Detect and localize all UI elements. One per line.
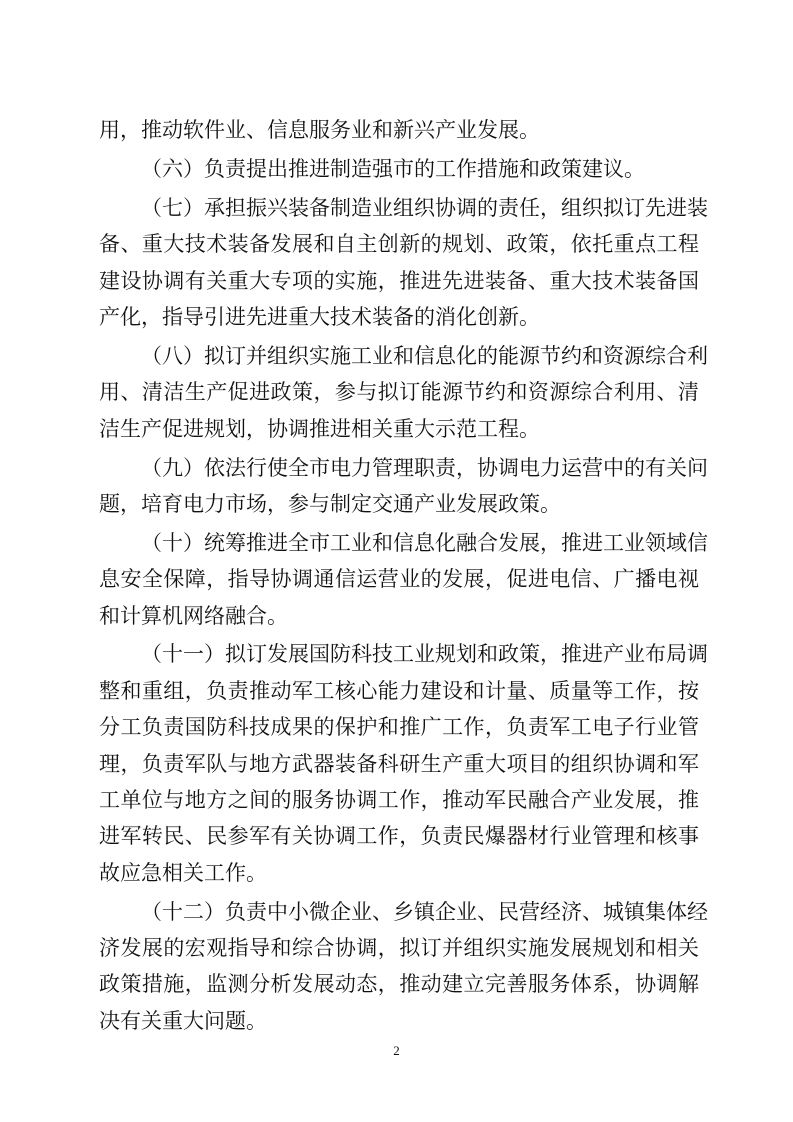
text-line: 进军转民、民参军有关协调工作，负责民爆器材行业管理和核事: [99, 824, 699, 849]
text-line: 整和重组，负责推动军工核心能力建设和计量、质量等工作，按: [99, 678, 699, 703]
text-line: （十一）拟订发展国防科技工业规划和政策，推进产业布局调: [141, 642, 708, 667]
paragraph: [99, 894, 708, 1040]
text-line: （九）依法行使全市电力管理职责，协调电力运营中的有关问: [141, 455, 708, 480]
text-line: 故应急相关工作。: [99, 860, 267, 885]
paragraph: [99, 112, 699, 148]
text-line: 济发展的宏观指导和综合协调，拟订并组织实施发展规划和相关: [99, 936, 699, 961]
text-line: 用，推动软件业、信息服务业和新兴产业发展。: [99, 118, 540, 142]
text-line: 产化，指导引进先进重大技术装备的消化创新。: [99, 304, 540, 329]
text-line: 建设协调有关重大专项的实施，推进先进装备、重大技术装备国: [99, 268, 699, 293]
paragraph: [99, 338, 708, 447]
text-line: （八）拟订并组织实施工业和信息化的能源节约和资源综合利: [141, 343, 708, 368]
text-line: 息安全保障，指导协调通信运营业的发展，促进电信、广播电视: [99, 567, 699, 592]
paragraph: [99, 525, 708, 634]
text-line: （六）负责提出推进制造强市的工作措施和政策建议。: [141, 156, 645, 181]
text-line: 备、重大技术装备发展和自主创新的规划、政策，依托重点工程: [99, 232, 699, 257]
paragraph: [99, 450, 708, 523]
text-line: （十二）负责中小微企业、乡镇企业、民营经济、城镇集体经: [141, 899, 708, 924]
text-line: （十）统筹推进全市工业和信息化融合发展，推进工业领域信: [141, 530, 708, 555]
text-line: 题，培育电力市场，参与制定交通产业发展政策。: [99, 491, 561, 516]
text-line: 用、清洁生产促进政策，参与拟订能源节约和资源综合利用、清: [99, 380, 699, 405]
text-line: 决有关重大问题。: [99, 1008, 267, 1033]
page-number: 2: [393, 1043, 400, 1058]
body-text: [99, 112, 708, 1039]
paragraph: [99, 151, 699, 187]
paragraph: [99, 190, 708, 336]
paragraph: [99, 636, 708, 891]
text-line: 分工负责国防科技成果的保护和推广工作，负责军工电子行业管: [99, 715, 699, 740]
text-line: 洁生产促进规划，协调推进相关重大示范工程。: [99, 416, 540, 441]
text-line: 理，负责军队与地方武器装备科研生产重大项目的组织协调和军: [99, 751, 699, 776]
text-line: 政策措施，监测分析发展动态，推动建立完善服务体系，协调解: [99, 972, 699, 997]
text-line: （七）承担振兴装备制造业组织协调的责任，组织拟订先进装: [141, 195, 708, 220]
text-line: 和计算机网络融合。: [99, 603, 288, 628]
text-line: 工单位与地方之间的服务协调工作，推动军民融合产业发展，推: [99, 788, 699, 813]
